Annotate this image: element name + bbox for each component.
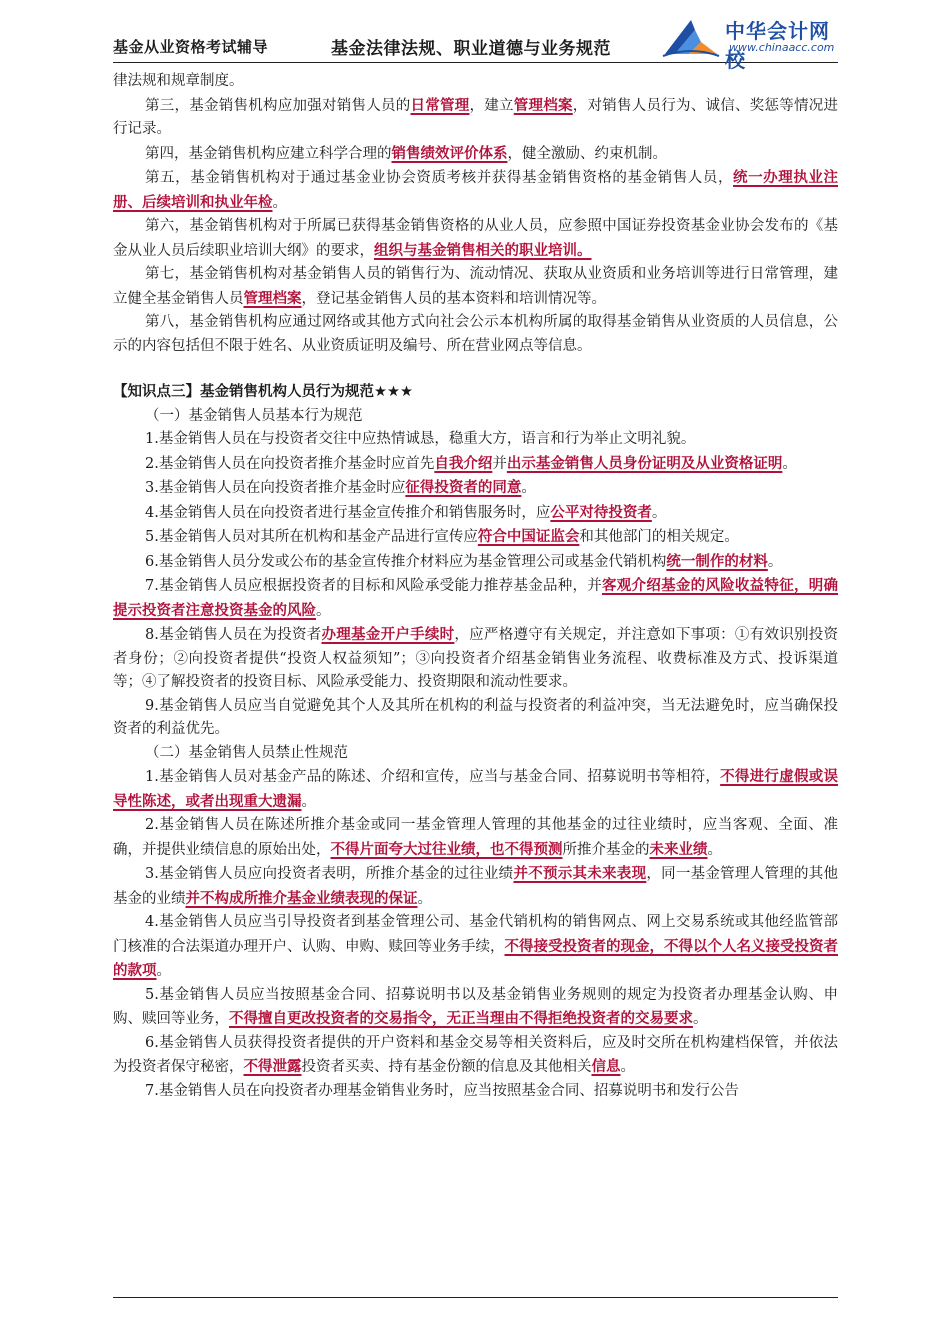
text-run: ，健全激励、约束机制。 [507, 145, 667, 162]
page-header [113, 14, 838, 72]
paragraph [113, 814, 838, 862]
paragraph [113, 166, 838, 215]
section-heading [113, 381, 838, 405]
logo-url: www.chinaacc.com [729, 41, 835, 54]
text-run: 。 [693, 1011, 708, 1027]
text-run: 第三，基金销售机构应加强对销售人员的 [145, 97, 411, 114]
text-run: ，登记基金销售人员的基本资料和培训情况等。 [301, 290, 606, 307]
text-run: 第八，基金销售机构应通过网络或其他方式向社会公示本机构所属的取得基金销售从业资质的人员信息，公示的内容包括但不限于姓名、从业资质证明及编号、所在营业网点等信息。 [113, 314, 838, 354]
highlighted-text: 并不预示其未来表现 [513, 865, 647, 882]
highlighted-text: 征得投资者的同意 [405, 479, 522, 496]
text-run: 9.基金销售人员应当自觉避免其个人及其所在机构的利益与投资者的利益冲突，当无法避免时，应当确保投资者的利益优先。 [113, 697, 838, 737]
text-run: 2.基金销售人员在向投资者推介基金时应首先 [145, 455, 435, 472]
course-title: 基金从业资格考试辅导 [113, 38, 269, 56]
text-run: 。 [707, 841, 722, 858]
text-run: 。 [316, 602, 331, 619]
paragraph [113, 1032, 838, 1080]
logo-icon [661, 16, 721, 60]
highlighted-text: 不得泄露 [243, 1058, 302, 1075]
highlighted-text: 管理档案 [513, 96, 573, 114]
paragraph [113, 525, 838, 550]
text-run: 。 [301, 793, 316, 810]
text-run: 第五，基金销售机构对于通过基金业协会资质考核并获得基金销售资格的基金销售人员， [145, 170, 734, 186]
highlighted-text: 日常管理 [410, 96, 470, 114]
footer-divider [113, 1297, 838, 1298]
paragraph [113, 550, 838, 575]
text-run: 第四，基金销售机构应建立科学合理的 [145, 145, 392, 162]
text-run: 3.基金销售人员在向投资者推介基金时应 [145, 480, 406, 496]
logo-name: 中华会计网校 [725, 19, 830, 72]
highlighted-text: 统一办理执业注册、后续培训和执业年检 [113, 169, 838, 211]
highlighted-text: 销售绩效评价体系 [391, 144, 508, 162]
highlighted-text: 符合中国证监会 [477, 528, 580, 545]
text-run: ，同一基金管理人管理的其他基金的业绩 [113, 866, 839, 907]
paragraph [113, 476, 838, 501]
paragraph [113, 94, 838, 142]
text-run: 5.基金销售人员应当按照基金合同、招募说明书以及基金销售业务规则的规定为投资者办理基金认购、申购、赎回等业务， [113, 986, 838, 1027]
logo [661, 14, 841, 72]
paragraph [113, 765, 838, 814]
text-run: 。 [156, 963, 171, 979]
subsection-heading [113, 405, 838, 429]
text-run: 和其他部门的相关规定。 [579, 529, 739, 545]
subject-title: 基金法律法规、职业道德与业务规范 [331, 39, 611, 59]
text-run: 律法规和规章制度。 [113, 73, 244, 89]
highlighted-text: 办理基金开户手续时 [321, 626, 455, 643]
text-run: 2.基金销售人员在陈述所推介基金或同一基金管理人管理的其他基金的过往业绩时，应当客观、全面、准确，并提供业绩信息的原始出处， [113, 817, 838, 858]
text-run: 6.基金销售人员分发或公布的基金宣传推介材料应为基金管理公司或基金代销机构 [145, 553, 667, 570]
paragraph [113, 501, 838, 526]
text-run: 7.基金销售人员在向投资者办理基金销售业务时，应当按照基金合同、招募说明书和发行公告 [145, 1082, 739, 1099]
text-run: （一）基金销售人员基本行为规范 [145, 407, 363, 424]
text-run: （二）基金销售人员禁止性规范 [145, 744, 348, 761]
highlighted-text: 统一制作的材料 [666, 552, 768, 570]
highlighted-text: 出示基金销售人员身份证明及从业资格证明 [506, 454, 783, 472]
text-run: 所推介基金的 [562, 841, 650, 858]
text-run: 。 [272, 194, 287, 211]
text-run: 1.基金销售人员在与投资者交往中应热情诚恳，稳重大方，语言和行为举止文明礼貌。 [145, 431, 696, 447]
text-run: 【知识点三】基金销售机构人员行为规范★★★ [113, 384, 413, 400]
text-run: 第七，基金销售机构对基金销售人员的销售行为、流动情况、获取从业资质和业务培训等进行日常管理，建立健全基金销售人员 [113, 266, 838, 307]
text-run: 6.基金销售人员获得投资者提供的开户资料和基金交易等相关资料后，应及时交所在机构建档保管，并依法为投资者保守秘密， [113, 1034, 838, 1075]
text-run: 3.基金销售人员应向投资者表明，所推介基金的过往业绩 [145, 866, 514, 882]
paragraph [113, 984, 838, 1032]
highlighted-text: 管理档案 [243, 289, 302, 307]
text-run: 并 [492, 455, 507, 472]
paragraph [113, 1080, 838, 1104]
paragraph [113, 311, 838, 358]
text-run: 4.基金销售人员应当引导投资者到基金管理公司、基金代销机构的销售网点、网上交易系统或其他经监管部门核准的合法渠道办理开户、认购、申购、赎回等业务手续， [113, 914, 838, 955]
text-run: 。 [417, 890, 432, 907]
paragraph [113, 142, 838, 167]
highlighted-text: 客观介绍基金的风险收益特征，明确提示投资者注意投资基金的风险 [113, 577, 838, 619]
paragraph [113, 263, 838, 311]
document-body [113, 70, 838, 1103]
paragraph [113, 862, 838, 911]
paragraph [113, 70, 838, 94]
text-run: 投资者买卖、持有基金份额的信息及其他相关 [301, 1059, 592, 1075]
paragraph [113, 428, 838, 452]
highlighted-text: 信息 [591, 1058, 621, 1075]
paragraph [113, 911, 838, 984]
text-run: 5.基金销售人员对其所在机构和基金产品进行宣传应 [145, 529, 478, 545]
highlighted-text: 组织与基金销售相关的职业培训。 [374, 241, 592, 259]
highlighted-text: 自我介绍 [434, 454, 493, 472]
highlighted-text: 不得擅自更改投资者的交易指令，无正当理由不得拒绝投资者的交易要求 [229, 1010, 693, 1027]
highlighted-text: 不得进行虚假或误导性陈述，或者出现重大遗漏 [113, 768, 838, 810]
highlighted-text: 并不构成所推介基金业绩表现的保证 [185, 889, 418, 907]
text-run: ，应严格遵守有关规定，并注意如下事项：①有效识别投资者身份；②向投资者提供“投资人权益须知”；③向投资者介绍基金销售业务流程、收费标准及方式、投诉渠道等；④了解投资者的投资目标、风险承受能力、投资期限和流动性要求。 [113, 627, 839, 690]
paragraph [113, 574, 838, 623]
paragraph [113, 215, 838, 263]
highlighted-text: 不得接受投资者的现金，不得以个人名义接受投资者的款项 [113, 937, 838, 979]
text-run: 。 [782, 455, 797, 472]
paragraph [113, 695, 838, 742]
text-run: 。 [620, 1059, 635, 1075]
text-run: 。 [651, 504, 667, 521]
paragraph [113, 623, 838, 695]
highlighted-text: 公平对待投资者 [550, 503, 652, 521]
highlighted-text: 不得片面夸大过往业绩，也不得预测 [330, 840, 563, 858]
text-run: 。 [521, 480, 536, 496]
text-run: ，建立 [469, 97, 514, 114]
text-run: 。 [767, 553, 783, 570]
text-run: 8.基金销售人员在为投资者 [145, 627, 322, 643]
text-run: 1.基金销售人员对基金产品的陈述、介绍和宣传，应当与基金合同、招募说明书等相符， [145, 769, 721, 785]
subsection-heading [113, 742, 838, 766]
text-run: 7.基金销售人员应根据投资者的目标和风险承受能力推荐基金品种，并 [145, 578, 603, 594]
text-run: ，对销售人员行为、诚信、奖惩等情况进行记录。 [113, 97, 838, 137]
text-run: 第六，基金销售机构对于所属已获得基金销售资格的从业人员，应参照中国证券投资基金业协会发布的《基金从业人员后续职业培训大纲》的要求， [113, 218, 838, 259]
paragraph [113, 452, 838, 477]
highlighted-text: 未来业绩 [649, 840, 708, 858]
text-run: 4.基金销售人员在向投资者进行基金宣传推介和销售服务时，应 [145, 504, 551, 521]
